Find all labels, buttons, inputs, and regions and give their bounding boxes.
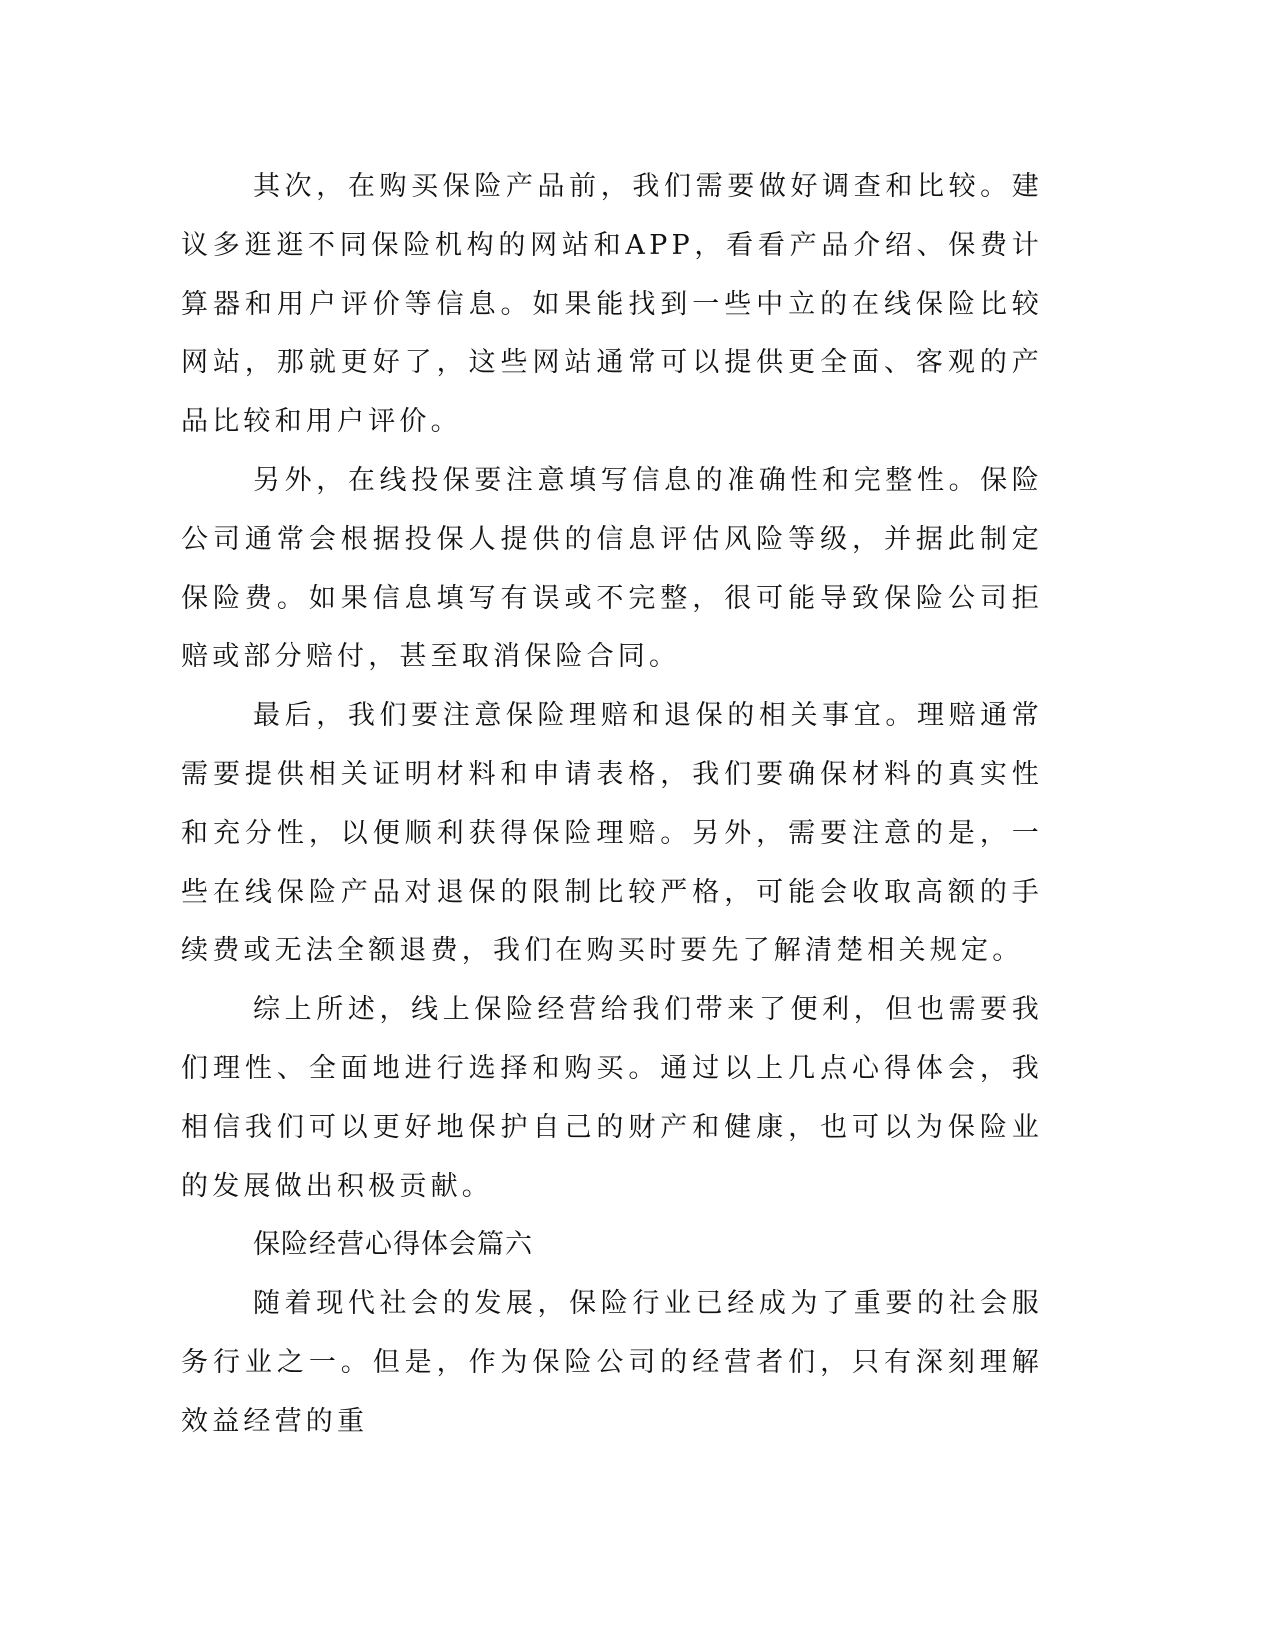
paragraph-claims-surrender: 最后，我们要注意保险理赔和退保的相关事宜。理赔通常需要提供相关证明材料和申请表格，我们要确保材料的真实性和充分性，以便顺利获得保险理赔。另外，需要注意的是，一些在线保险产品对退保的限制比较严格，可能会收取高额的手续费或无法全额退费，我们在购买时要先了解清楚相关规定。: [181, 700, 1043, 967]
paragraph-research: 其次，在购买保险产品前，我们需要做好调查和比较。建议多逛逛不同保险机构的网站和APP，看看产品介绍、保费计算器和用户评价等信息。如果能找到一些中立的在线保险比较网站，那就更好了，这些网站通常可以提供更全面、客观的产品比较和用户评价。: [181, 171, 1043, 438]
paragraph-conclusion: 综上所述，线上保险经营给我们带来了便利，但也需要我们理性、全面地进行选择和购买。通过以上几点心得体会，我相信我们可以更好地保护自己的财产和健康，也可以为保险业的发展做出积极贡献。: [181, 994, 1043, 1202]
section-title: 保险经营心得体会篇六: [253, 1229, 533, 1261]
document-body: [181, 158, 1043, 1452]
paragraph-section-six-intro: 随着现代社会的发展，保险行业已经成为了重要的社会服务行业之一。但是，作为保险公司的经营者们，只有深刻理解效益经营的重: [181, 1288, 1043, 1437]
paragraph-info-accuracy: 另外，在线投保要注意填写信息的准确性和完整性。保险公司通常会根据投保人提供的信息评估风险等级，并据此制定保险费。如果信息填写有误或不完整，很可能导致保险公司拒赔或部分赔付，甚至取消保险合同。: [181, 464, 1043, 673]
